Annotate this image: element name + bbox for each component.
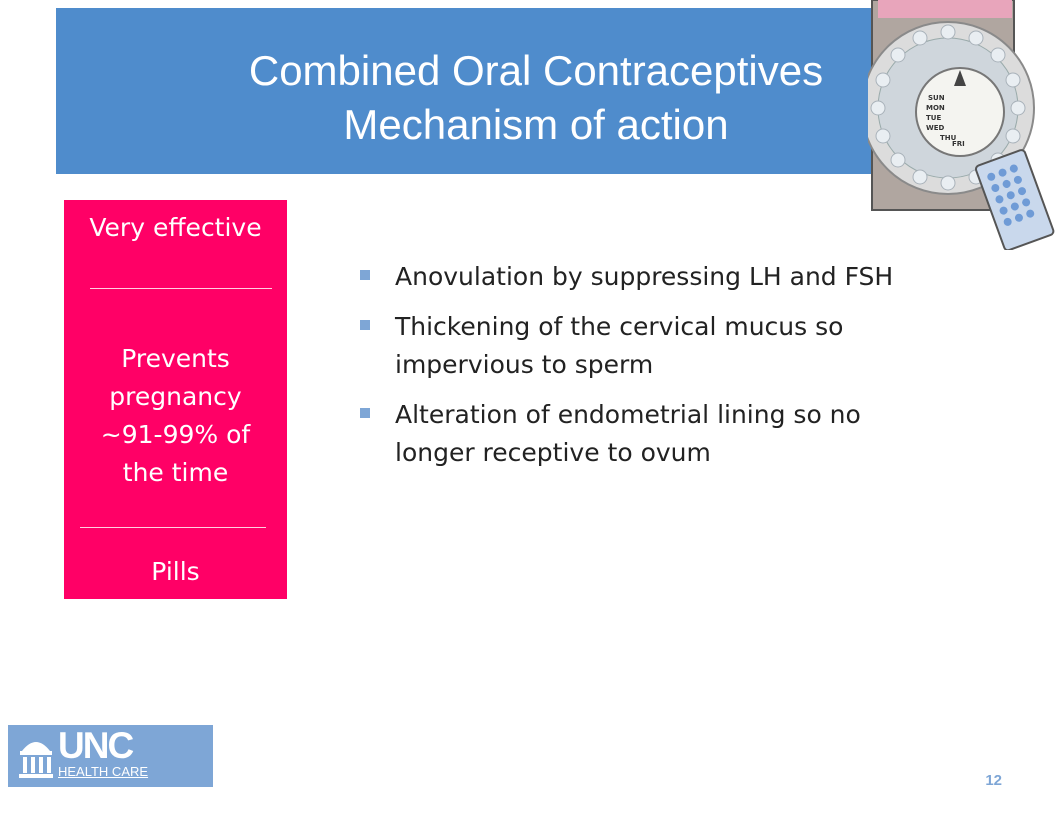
divider	[80, 527, 266, 528]
svg-text:THU: THU	[940, 134, 957, 142]
svg-text:TUE: TUE	[926, 114, 942, 122]
method-label: Pills	[151, 557, 200, 586]
divider	[90, 288, 272, 289]
list-item	[357, 308, 937, 384]
list-item-text: Alteration of endometrial lining so no longer receptive to ovum	[395, 400, 861, 467]
slide-title	[236, 44, 836, 152]
slide-title-line1: Combined Oral Contraceptives	[248, 47, 824, 94]
mechanism-list	[357, 258, 937, 484]
square-bullet-icon	[360, 320, 370, 330]
unc-health-care-logo	[8, 725, 213, 787]
prevents-text: Prevents pregnancy ~91-99% of the time	[100, 344, 251, 487]
svg-text:MON: MON	[926, 104, 945, 112]
list-item	[357, 258, 937, 296]
effectiveness-box	[64, 200, 287, 599]
square-bullet-icon	[360, 270, 370, 280]
page-number: 12	[985, 772, 1002, 789]
svg-text:FRI: FRI	[952, 140, 965, 148]
list-item-text: Anovulation by suppressing LH and FSH	[395, 262, 894, 291]
slide-title-line2: Mechanism of action	[343, 101, 729, 148]
list-item-text: Thickening of the cervical mucus so impervious to sperm	[395, 312, 844, 379]
list-item	[357, 396, 937, 472]
svg-text:SUN: SUN	[928, 94, 945, 102]
title-bar	[56, 8, 874, 174]
svg-text:WED: WED	[926, 124, 945, 132]
building-icon	[16, 731, 56, 781]
square-bullet-icon	[360, 408, 370, 418]
effectiveness-label: Very effective	[89, 213, 262, 242]
logo-unc-text: UNC	[58, 725, 133, 766]
logo-health-care-text: HEALTH CARE	[58, 764, 149, 779]
pill-pack-image	[868, 0, 1056, 250]
